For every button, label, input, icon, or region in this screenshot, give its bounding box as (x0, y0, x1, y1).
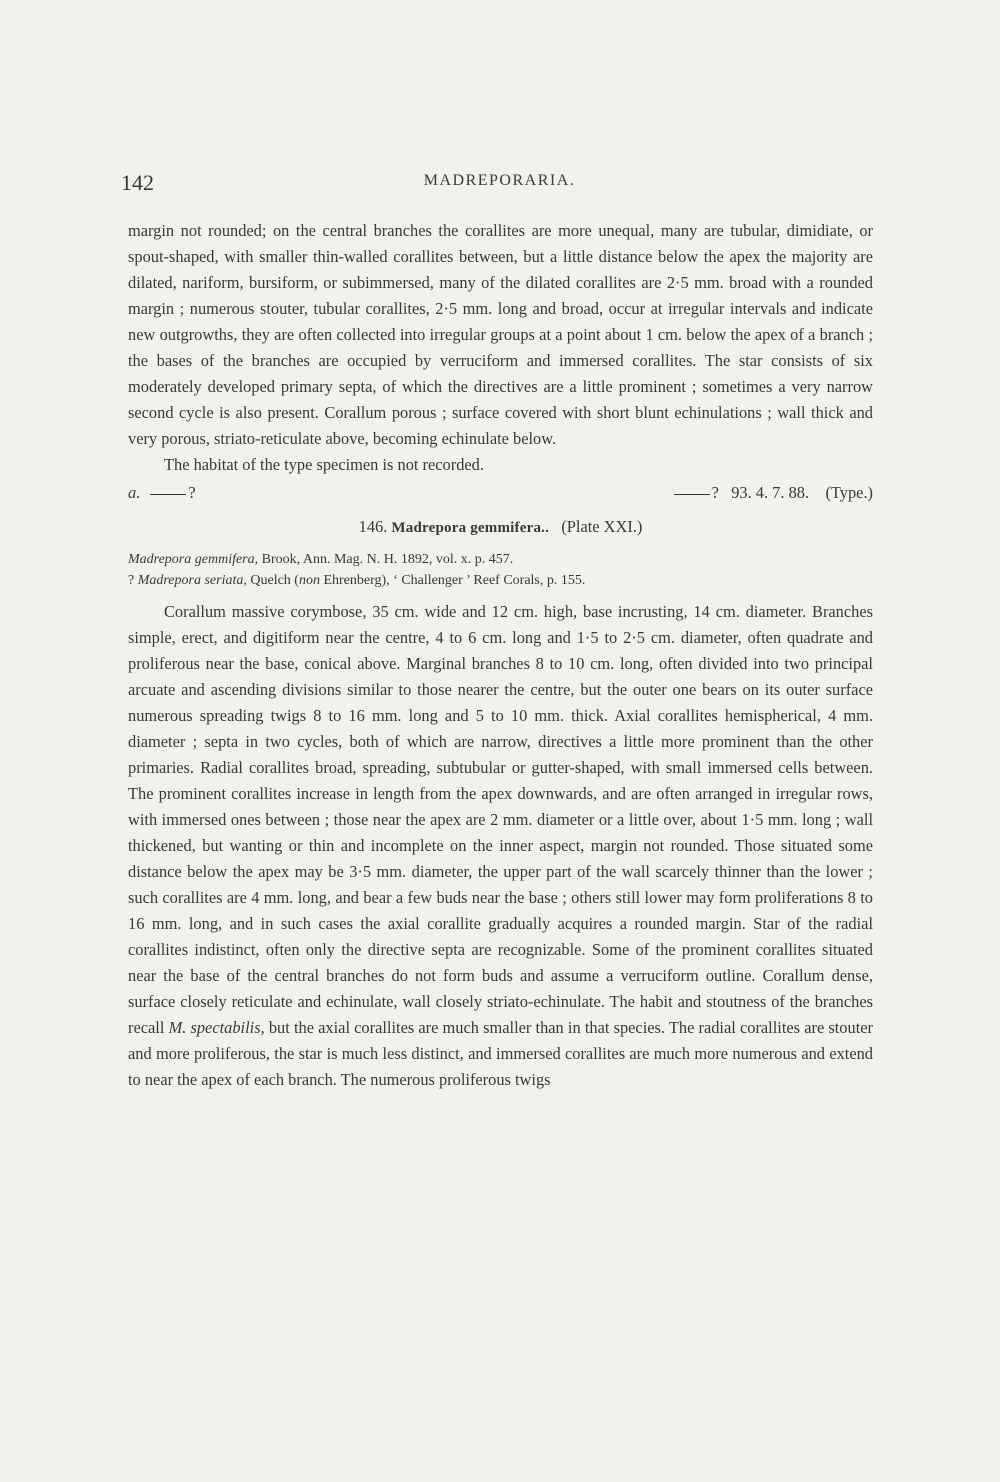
dash-mark (674, 494, 710, 495)
register-number: 93. 4. 7. 88. (731, 483, 810, 502)
synonym-name: Madrepora seriata, (137, 573, 247, 588)
specimen-entry (128, 480, 873, 506)
species-name: Madrepora gemmifera.. (391, 520, 550, 536)
synonymy (128, 549, 873, 591)
synonym-reference: Brook, Ann. Mag. N. H. 1892, vol. x. p. 457. (258, 552, 514, 567)
running-title: MADREPORARIA. (423, 172, 576, 189)
continued-paragraph: margin not rounded; on the central branches the corallites are more unequal, many are tubular, dimidiate, or spout-shaped, with smaller thin-walled corallites between, but a little distance below the apex the majority are dilated, nariform, bursiform, or subimmersed, many of the dilated corallites are 2·5 mm. broad with a rounded margin ; numerous stouter, tubular corallites, 2·5 mm. long and broad, occur at irregular intervals and indicate new outgrowths, they are often collected into irregular groups at a point about 1 cm. below the apex of a branch ; the bases of the branches are occupied by verruciform and immersed corallites. The star consists of six moderately developed primary septa, of which the directives are a little prominent ; sometimes a very narrow second cycle is also present. Corallum porous ; surface covered with short blunt echinulations ; wall thick and very porous, striato-reticulate above, becoming echinulate below. (128, 221, 873, 448)
synonym-line: ? Madrepora seriata, Quelch (non Ehrenberg), ‘ Challenger ’ Reef Corals, p. 155. (128, 573, 586, 588)
specimen-right-mark: ? (711, 483, 719, 502)
specimen-left-mark: ? (188, 483, 196, 502)
specimen-label: a. (128, 483, 141, 502)
plate-reference: (Plate XXI.) (561, 517, 643, 536)
page-header (121, 170, 878, 200)
synonym-name: Madrepora gemmifera, (128, 552, 259, 567)
species-reference: M. spectabilis, (168, 1018, 265, 1037)
body-text (128, 218, 873, 1093)
synonym-reference: Ehrenberg), ‘ Challenger ’ Reef Corals, p. 155. (319, 573, 586, 588)
species-number: 146. (358, 517, 388, 536)
description-paragraph: Corallum massive corymbose, 35 cm. wide and 12 cm. high, base incrusting, 14 cm. diameter. Branches simple, erect, and digitiform near the centre, 4 to 6 cm. long and 1·5 to 2·5 cm. diameter, often quadrate and proliferous near the base, conical above. Marginal branches 8 to 10 cm. long, often divided into two principal arcuate and ascending divisions similar to those nearer the centre, but the outer one bears on its outer surface numerous spreading twigs 8 to 16 mm. long and 5 to 10 mm. thick. Axial corallites hemispherical, 4 mm. diameter ; septa in two cycles, both of which are narrow, directives a little more prominent than the other primaries. Radial corallites broad, spreading, subtubular or gutter-shaped, with small immersed cells between. The prominent corallites increase in length from the apex downwards, and are often arranged in irregular rows, with immersed ones between ; those near the apex are 2 mm. diameter or a little over, about 1·5 mm. long ; wall thickened, but wanting or thin and incomplete on the inner aspect, margin not rounded. Those situated some distance below the apex may be 3·5 mm. diameter, the upper part of the wall scarcely thinner than the lower ; such corallites are 4 mm. long, and bear a few buds near the base ; others still lower may form proliferations 8 to 16 mm. long, and in such cases the axial corallite gradually acquires a rounded margin. Star of the radial corallites indistinct, often only the directive septa are recognizable. Some of the prominent corallites situated near the base of the central branches do not form buds and assume a verruciform outline. Corallum dense, surface closely reticulate and echinulate, wall closely striato-echinulate. The habit and stoutness of the branches recall M. spectabilis, but the axial corallites are much smaller than in that species. The radial corallites are stouter and more proliferous, the star is much less distinct, and immersed corallites are much more numerous and extend to near the apex of each branch. The numerous proliferous twigs (128, 602, 873, 1089)
dash-mark (150, 494, 186, 495)
synonym-line (128, 549, 873, 570)
species-heading (128, 514, 873, 541)
habitat-paragraph: The habitat of the type specimen is not recorded. (164, 455, 484, 474)
type-note: (Type.) (825, 483, 873, 502)
page-number: 142 (121, 170, 154, 195)
